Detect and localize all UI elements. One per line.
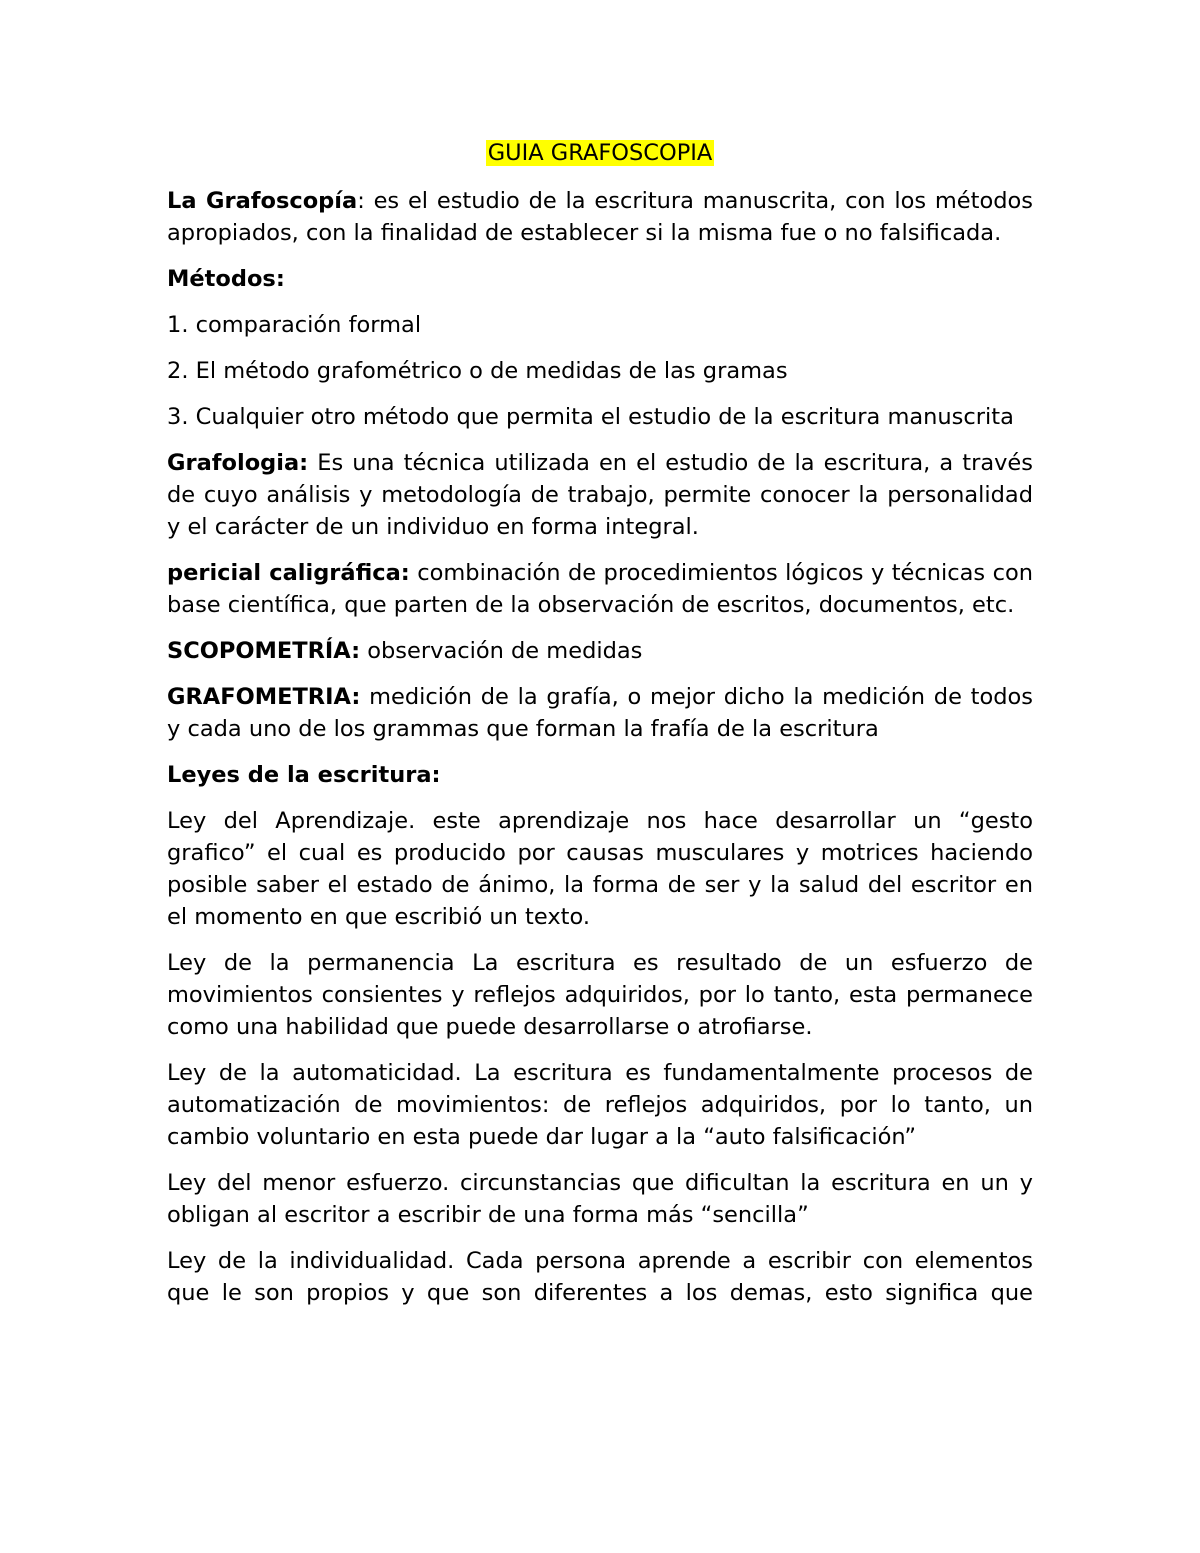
definition-term: pericial caligráfica: bbox=[167, 560, 410, 586]
definition-pericial bbox=[167, 557, 1033, 621]
laws-heading: Leyes de la escritura: bbox=[167, 762, 441, 788]
intro-paragraph bbox=[167, 185, 1033, 249]
document-title bbox=[167, 135, 1033, 171]
law-automaticidad: Ley de la automaticidad. La escritura es fundamentalmente procesos de automatización de movimientos: de reflejos adquiridos, por lo tanto, un cambio voluntario en esta puede dar lugar a la “auto falsificación” bbox=[167, 1060, 1033, 1150]
definition-text: combinación de procedimientos lógicos y técnicas con base científica, que parten de la observación de escritos, documentos, etc. bbox=[167, 560, 1034, 618]
law-aprendizaje: Ley del Aprendizaje. este aprendizaje nos hace desarrollar un “gesto grafico” el cual es producido por causas musculares y motrices haciendo posible saber el estado de ánimo, la forma de ser y la salud del escritor en el momento en que escribió un texto. bbox=[167, 808, 1033, 930]
definition-scopometria bbox=[167, 635, 1033, 667]
methods-heading: Métodos: bbox=[167, 266, 285, 292]
law-menor-esfuerzo: Ley del menor esfuerzo. circunstancias que dificultan la escritura en un y obligan al escritor a escribir de una forma más “sencilla” bbox=[167, 1170, 1033, 1228]
intro-term: La Grafoscopía bbox=[167, 188, 358, 214]
method-item-2: 2. El método grafométrico o de medidas de las gramas bbox=[167, 358, 788, 384]
method-item-3: 3. Cualquier otro método que permita el estudio de la escritura manuscrita bbox=[167, 404, 1014, 430]
intro-text: : es el estudio de la escritura manuscrita, con los métodos apropiados, con la finalidad de establecer si la misma fue o no falsificada. bbox=[167, 188, 1033, 246]
definition-term: Grafologia: bbox=[167, 450, 309, 476]
definition-term: SCOPOMETRÍA: bbox=[167, 638, 361, 664]
document-page bbox=[167, 135, 1033, 1323]
law-permanencia: Ley de la permanencia La escritura es resultado de un esfuerzo de movimientos consientes y reflejos adquiridos, por lo tanto, esta permanece como una habilidad que puede desarrollarse o atrofiarse. bbox=[167, 950, 1033, 1040]
definition-term: GRAFOMETRIA: bbox=[167, 684, 361, 710]
title-highlight: GUIA GRAFOSCOPIA bbox=[487, 140, 713, 166]
definition-text: observación de medidas bbox=[360, 638, 643, 664]
definition-grafometria bbox=[167, 681, 1033, 745]
method-item-1: 1. comparación formal bbox=[167, 312, 422, 338]
definition-grafologia bbox=[167, 447, 1033, 543]
law-individualidad: Ley de la individualidad. Cada persona aprende a escribir con elementos que le son propios y que son diferentes a los demas, esto significa que bbox=[167, 1248, 1033, 1306]
definition-text: Es una técnica utilizada en el estudio de la escritura, a través de cuyo análisis y metodología de trabajo, permite conocer la personalidad y el carácter de un individuo en forma integral. bbox=[167, 450, 1033, 540]
definition-text: medición de la grafía, o mejor dicho la medición de todos y cada uno de los grammas que forman la frafía de la escritura bbox=[167, 684, 1033, 742]
